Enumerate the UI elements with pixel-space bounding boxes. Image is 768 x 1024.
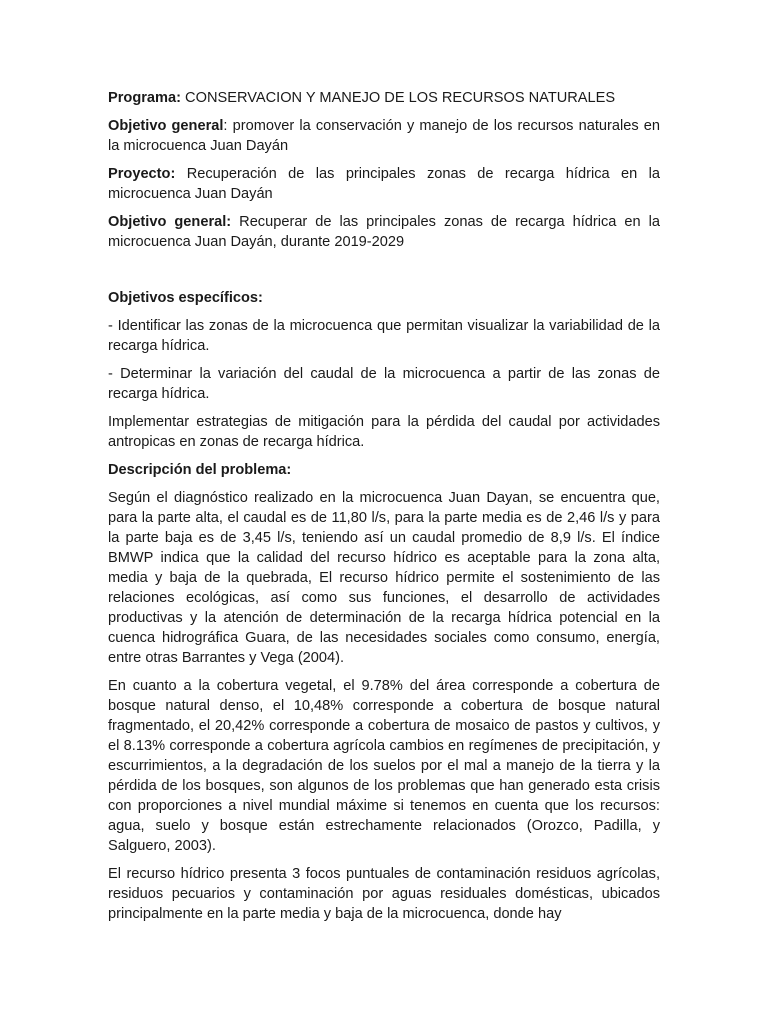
descripcion-heading-text: Descripción del problema: bbox=[108, 462, 292, 478]
descripcion-heading bbox=[108, 460, 660, 480]
objetivo-especifico-item: Implementar estrategias de mitigación para la pérdida del caudal por actividades antropicas en zonas de recarga hídrica. bbox=[108, 414, 660, 450]
descripcion-paragraph: El recurso hídrico presenta 3 focos puntuales de contaminación residuos agrícolas, residuos pecuarios y contaminación por aguas residuales domésticas, ubicados principalmente en la parte media y baja de la microcuenca, donde hay bbox=[108, 866, 660, 922]
objetivo-general-2-label: Objetivo general: bbox=[108, 214, 232, 230]
objetivo-general-label: Objetivo general bbox=[108, 118, 224, 134]
programa-text: CONSERVACION Y MANEJO DE LOS RECURSOS NATURALES bbox=[181, 90, 616, 106]
proyecto-line bbox=[108, 164, 660, 204]
section-gap bbox=[108, 260, 660, 288]
objetivo-especifico-item: - Identificar las zonas de la microcuenca que permitan visualizar la variabilidad de la recarga hídrica. bbox=[108, 318, 660, 354]
proyecto-text: Recuperación de las principales zonas de recarga hídrica en la microcuenca Juan Dayán bbox=[108, 166, 660, 202]
programa-label: Programa: bbox=[108, 90, 181, 106]
document-page bbox=[108, 88, 660, 932]
proyecto-label: Proyecto: bbox=[108, 166, 176, 182]
objetivo-general-line bbox=[108, 116, 660, 156]
objetivo-general-2-text: Recuperar de las principales zonas de recarga hídrica en la microcuenca Juan Dayán, durante 2019-2029 bbox=[108, 214, 660, 250]
objetivo-general-2-line bbox=[108, 212, 660, 252]
objetivos-especificos-heading bbox=[108, 288, 660, 308]
descripcion-paragraph: En cuanto a la cobertura vegetal, el 9.78% del área corresponde a cobertura de bosque natural denso, el 10,48% corresponde a cobertura de bosque natural fragmentado, el 20,42% corresponde a cobertura de mosaico de pastos y cultivos, y el 8.13% corresponde a cobertura agrícola cambios en regímenes de precipitación, y escurrimientos, a la degradación de los suelos por el mal a manejo de la tierra y la pérdida de los bosques, son algunos de los problemas que han generado esta crisis con proporciones a nivel mundial máxime si tenemos en cuenta que los recursos: agua, suelo y bosque están estrechamente relacionados (Orozco, Padilla, y Salguero, 2003). bbox=[108, 678, 660, 854]
objetivo-general-text: : promover la conservación y manejo de los recursos naturales en la microcuenca Juan Dayán bbox=[108, 118, 660, 154]
descripcion-paragraph: Según el diagnóstico realizado en la microcuenca Juan Dayan, se encuentra que, para la parte alta, el caudal es de 11,80 l/s, para la parte media es de 2,46 l/s y para la parte baja es de 3,45 l/s, teniendo así un caudal promedio de 8,9 l/s. El índice BMWP indica que la calidad del recurso hídrico es aceptable para la zona alta, media y baja de la quebrada, El recurso hídrico permite el sostenimiento de las relaciones ecológicas, así como sus funciones, el desarrollo de actividades productivas y la atención de determinación de la recarga hídrica potencial en la cuenca hidrográfica Guara, de las necesidades sociales como consumo, energía, entre otras Barrantes y Vega (2004). bbox=[108, 490, 660, 666]
programa-line bbox=[108, 88, 660, 108]
objetivos-especificos-heading-text: Objetivos específicos: bbox=[108, 290, 263, 306]
objetivo-especifico-item: - Determinar la variación del caudal de la microcuenca a partir de las zonas de recarga hídrica. bbox=[108, 366, 660, 402]
